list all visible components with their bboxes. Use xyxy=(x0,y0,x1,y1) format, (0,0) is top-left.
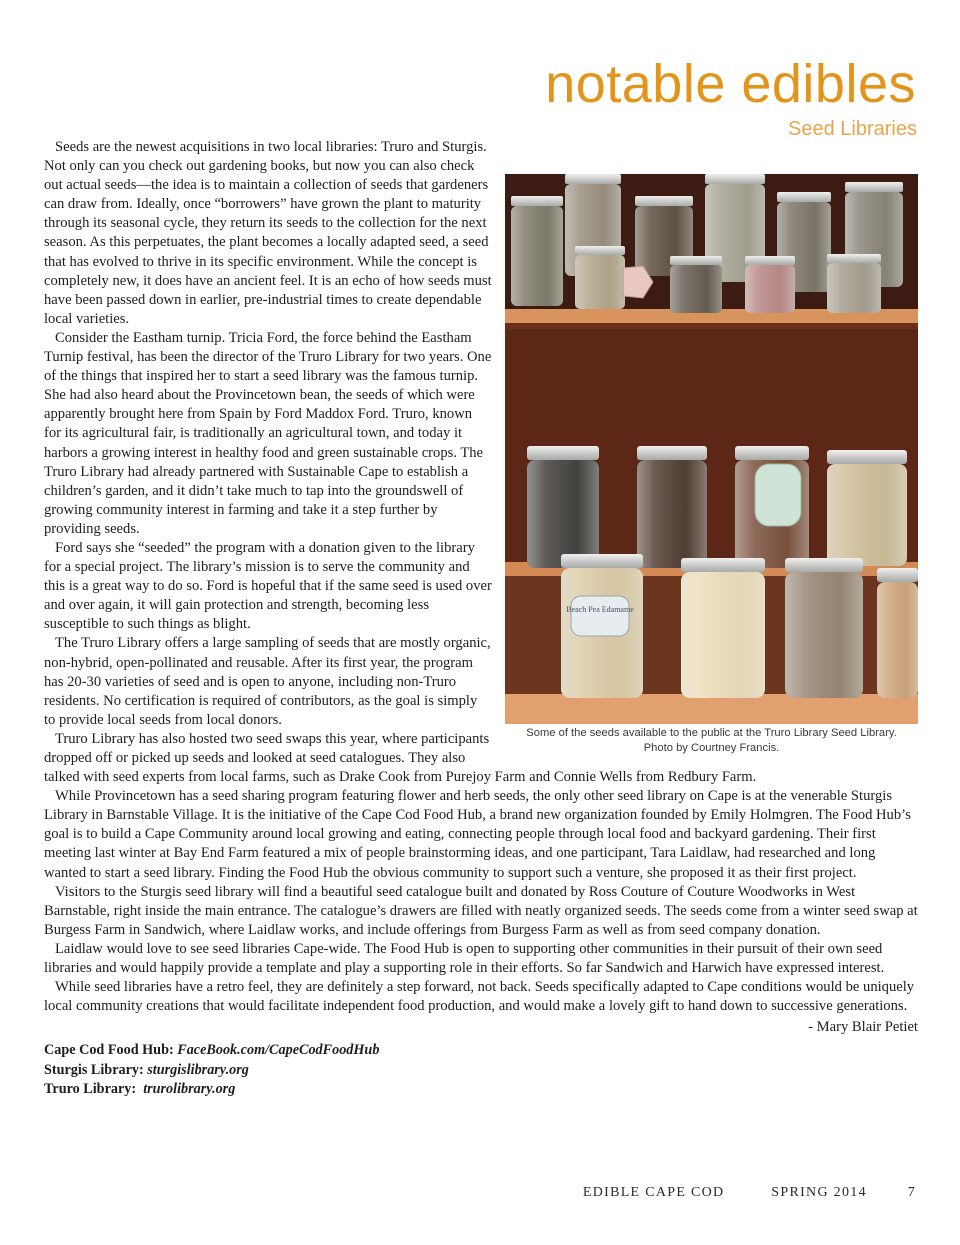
food-hub-link[interactable]: FaceBook.com/CapeCodFoodHub xyxy=(177,1042,380,1059)
paragraph: While seed libraries have a retro feel, they are definitely a step forward, not back. Seeds specifically adapted to Cape conditions would be uniquely local community creations that would facilitate independent food production, and would make a lovely gift to hand down to successive generations. xyxy=(44,979,915,1015)
caption-credit: Photo by Courtney Francis. xyxy=(643,742,780,754)
link-row xyxy=(44,1061,918,1081)
photo-figure xyxy=(505,174,918,756)
jar-tag-label: Beach Pea Edamame xyxy=(566,605,634,614)
author-signature: - Mary Blair Petiet xyxy=(808,1019,918,1036)
link-label: Sturgis Library: xyxy=(44,1061,144,1078)
paragraph: Consider the Eastham turnip. Tricia Ford, the force behind the Eastham Turnip festival, has been the director of the Truro Library for two years. One of the things that inspired her to start a seed library was the famous turnip. She had also heard about the Provincetown bean, the seeds of which were apparently brought here from Spain by Ford Maddox Ford. Truro, known for its agricultural fair, is traditionally an agricultural town, and today it harbors a growing interest in healthy food and green sustainable crops. The Truro Library had already partnered with Sustainable Cape to establish a children’s garden, and it didn’t take much to tap into the groundswell of growing community interest in farming and take it a step further by providing seeds. xyxy=(44,329,492,537)
link-row xyxy=(44,1080,918,1100)
link-label: Cape Cod Food Hub: xyxy=(44,1042,174,1059)
link-row xyxy=(44,1041,918,1061)
seed-jars-illustration xyxy=(505,174,918,724)
link-label: Truro Library: xyxy=(44,1081,137,1098)
section-subtitle: Seed Libraries xyxy=(788,118,917,140)
page-number: 7 xyxy=(907,1185,916,1200)
sturgis-library-link[interactable]: sturgislibrary.org xyxy=(147,1061,249,1078)
paragraph: The Truro Library offers a large sampling of seeds that are mostly organic, non-hybrid, open-pollinated and reusable. After its first year, the program has 20-30 varieties of seed and is open to anyone, including non-Truro residents. No certification is required of contributors, as the goal is simply to provide local seeds from local donors. xyxy=(44,635,491,728)
paragraph: Truro Library has also hosted two seed swaps this year, where participants dropped off or picked up seeds and looked at seed catalogues. They also talked with seed experts from local farms, such as Drake Cook from Purejoy Farm and Connie Wells from Redbury Farm. xyxy=(44,730,757,786)
paragraph: Ford says she “seeded” the program with a donation given to the library for a special project. The library’s mission is to serve the community and this is a great way to do so. Ford is hopeful that if the same seed is used over and over again, it will gain protection and strength, becoming less susceptible to such things as blight. xyxy=(44,539,492,633)
paragraph: Laidlaw would love to see seed libraries Cape-wide. The Food Hub is open to supporting other communities in their pursuit of their own seed libraries and would happily provide a template and play a supporting role in their efforts. So far Sandwich and Harwich have expressed interest. xyxy=(44,940,885,977)
paragraph: Seeds are the newest acquisitions in two local libraries: Truro and Sturgis. Not only can you check out gardening books, but now you can also check out actual seeds—the idea is to maintain a collection of seeds that gardeners can draw from. Ideally, once “borrowers” have grown the plant to maturity through its seasonal cycle, they return its seeds to the collection for the next season. As this perpetuates, the plant becomes a locally adapted seed, a seed that has evolved to thrive in its specific environment. While the concept is completely new, it does have an ancient feel. It is an echo of how seeds must have been passed down in earlier, pre-industrial times to create dependable local varieties. xyxy=(44,139,492,327)
seed-jars-photo xyxy=(505,174,918,724)
page-footer xyxy=(583,1185,916,1201)
publication-name: EDIBLE CAPE COD xyxy=(582,1185,725,1200)
issue-label: SPRING 2014 xyxy=(771,1185,867,1200)
article xyxy=(44,138,918,1100)
caption-line-1: Some of the seeds available to the public at the Truro Library Seed Library. xyxy=(526,727,897,739)
resource-links xyxy=(44,1041,918,1100)
paragraph: While Provincetown has a seed sharing program featuring flower and herb seeds, the only other seed library on Cape is at the venerable Sturgis Library in Barnstable Village. It is the initiative of the Cape Cod Food Hub, a brand new organization founded by Emily Holmgren. The Food Hub’s goal is to build a Cape Community around local growing and eating, connecting people through local food and backyard gardening. Their first meeting last winter at Bay End Farm featured a mix of people brainstorming ideas, and one participant, Tara Laidlaw, had researched and long wanted to start a seed library. Finding the Food Hub the obvious community to support such a venture, she proposed it as their first project. xyxy=(44,788,911,881)
truro-library-link[interactable]: trurolibrary.org xyxy=(143,1081,236,1098)
paragraph: Visitors to the Sturgis seed library will find a beautiful seed catalogue built and donated by Ross Couture of Couture Woodworks in West Barnstable, right inside the main entrance. The catalogue’s drawers are filled with neatly organized seeds. The seeds come from a winter seed swap at Burgess Farm in Sandwich, where Laidlaw works, and include offerings from Burgess Farm as well as from seed company donation. xyxy=(44,883,918,938)
photo-caption xyxy=(505,724,918,756)
section-title: notable edibles xyxy=(545,54,916,114)
